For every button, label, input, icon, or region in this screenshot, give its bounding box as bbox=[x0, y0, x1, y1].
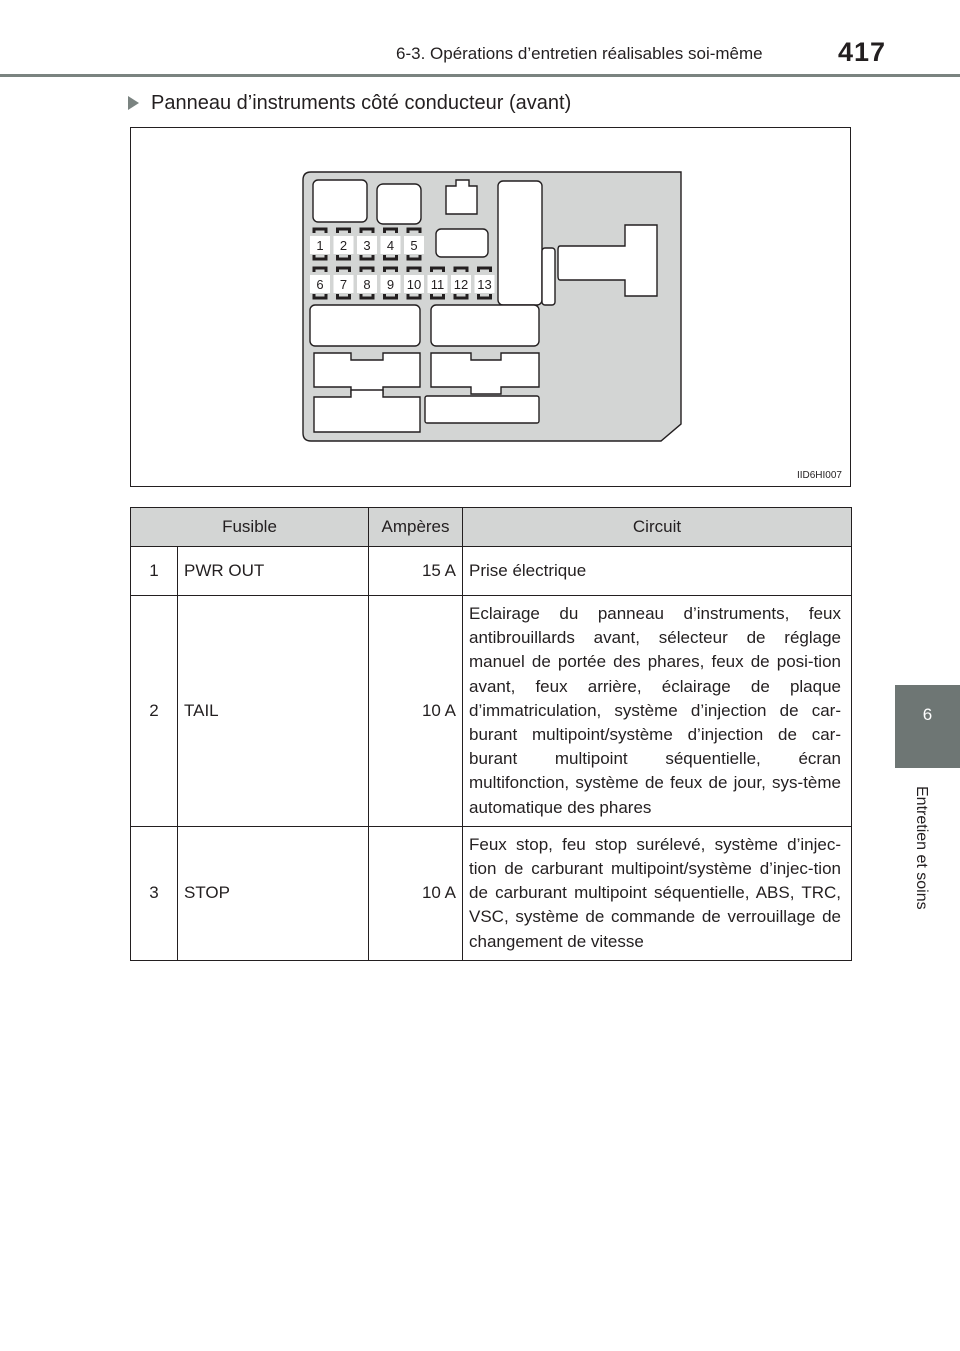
relay-block bbox=[498, 181, 542, 305]
fuse-number-label: 11 bbox=[430, 277, 445, 292]
relay-block bbox=[377, 184, 421, 224]
side-tab[interactable] bbox=[895, 685, 960, 768]
fuse-number-label: 13 bbox=[477, 277, 492, 292]
fuse-number-label: 2 bbox=[339, 238, 348, 253]
header-fuse: Fusible bbox=[131, 508, 369, 547]
fuse-amps: 10 A bbox=[369, 826, 463, 960]
diagram-code: IID6HI007 bbox=[796, 470, 842, 481]
relay-block bbox=[313, 180, 367, 222]
fuse-box-diagram bbox=[130, 127, 851, 487]
page-number: 417 bbox=[838, 37, 887, 67]
relay-block bbox=[431, 305, 539, 346]
header-section-title: 6-3. Opérations d’entretien réalisables soi-même bbox=[396, 44, 763, 63]
table-row bbox=[131, 826, 852, 960]
fuse-circuit: Feux stop, feu stop surélevé, système d’injec-tion de carburant multipoint/système d’injec-tion de carburant multipoint séquentielle, ABS, TRC, VSC, système de commande de verrouillage de changement de vitesse bbox=[463, 826, 852, 960]
table-row bbox=[131, 596, 852, 827]
fuse-number: 2 bbox=[131, 596, 178, 827]
fuse-number-label: 12 bbox=[453, 277, 469, 292]
fuse-box-illustration bbox=[131, 128, 850, 486]
fuse-name: TAIL bbox=[178, 596, 369, 827]
relay-block bbox=[436, 229, 488, 257]
fuse-number-label: 9 bbox=[386, 277, 395, 292]
fuse-circuit: Prise électrique bbox=[463, 547, 852, 596]
fuse-number-label: 10 bbox=[406, 277, 422, 292]
section-heading bbox=[128, 88, 571, 118]
header-circuit: Circuit bbox=[463, 508, 852, 547]
fuse-number: 3 bbox=[131, 826, 178, 960]
relay-block bbox=[542, 248, 555, 305]
table-row bbox=[131, 547, 852, 596]
relay-block bbox=[310, 305, 420, 346]
fuse-number-label: 7 bbox=[339, 277, 348, 292]
section-heading-text: Panneau d’instruments côté conducteur (avant) bbox=[151, 91, 572, 114]
fuse-name: STOP bbox=[178, 826, 369, 960]
fuse-number-label: 6 bbox=[316, 277, 324, 292]
fuse-number-label: 1 bbox=[316, 238, 324, 253]
header-rule bbox=[0, 74, 960, 77]
header-amps: Ampères bbox=[369, 508, 463, 547]
arrow-icon bbox=[128, 96, 139, 110]
table-header-row bbox=[131, 508, 852, 547]
side-tab-label: Entretien et soins bbox=[913, 786, 930, 910]
fuse-number-label: 3 bbox=[363, 238, 371, 253]
relay-block bbox=[425, 396, 539, 423]
fuse-circuit: Eclairage du panneau d’instruments, feux antibrouillards avant, sélecteur de réglage manuel de portée des phares, feux de posi-tion avant, feux arrière, éclairage de plaque d’immatriculation, système d’injection de car-burant multipoint/système d’injection de car-burant multipoint séquentielle, écran multifonction, système de feux de jour, sys-tème automatique des phares bbox=[463, 596, 852, 827]
fuse-number-label: 8 bbox=[363, 277, 371, 292]
side-tab-number: 6 bbox=[922, 705, 933, 724]
fuse-table bbox=[130, 507, 852, 961]
fuse-number: 1 bbox=[131, 547, 178, 596]
relay-block bbox=[314, 390, 420, 432]
fuse-amps: 15 A bbox=[369, 547, 463, 596]
fuse-number-label: 4 bbox=[386, 238, 395, 253]
fuse-amps: 10 A bbox=[369, 596, 463, 827]
fuse-name: PWR OUT bbox=[178, 547, 369, 596]
fuse-number-label: 5 bbox=[410, 238, 418, 253]
